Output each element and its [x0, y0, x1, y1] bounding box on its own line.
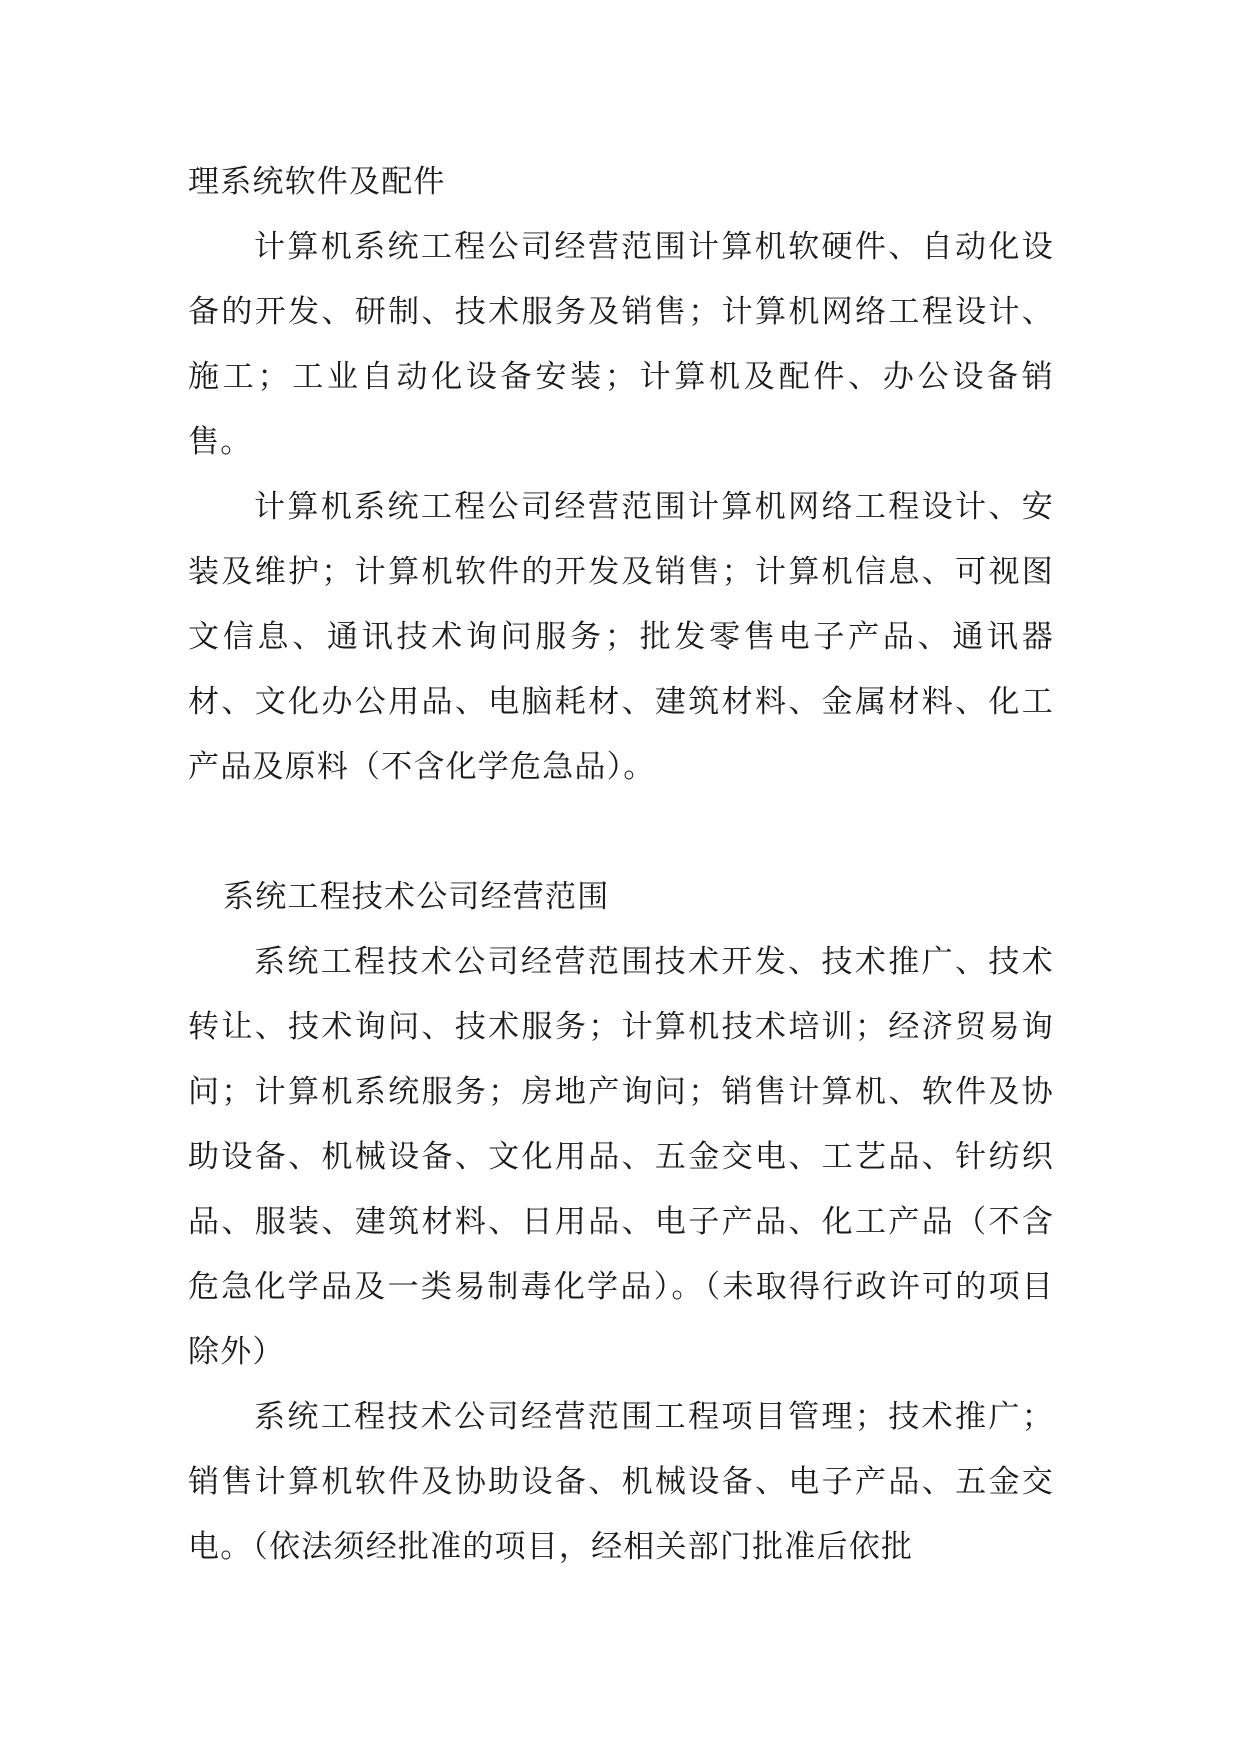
paragraph-computer-systems-scope-1: 计算机系统工程公司经营范围计算机软硬件、自动化设备的开发、研制、技术服务及销售；计算机网络工程设计、施工；工业自动化设备安装；计算机及配件、办公设备销售。 [188, 229, 1054, 460]
paragraph-tech-company-scope-2: 系统工程技术公司经营范围工程项目管理；技术推广；销售计算机软件及协助设备、机械设备、电子产品、五金交电。（依法须经批准的项目，经相关部门批准后依批 [188, 1399, 1054, 1565]
paragraph-computer-systems-scope-2: 计算机系统工程公司经营范围计算机网络工程设计、安装及维护；计算机软件的开发及销售；计算机信息、可视图文信息、通讯技术询问服务；批发零售电子产品、通讯器材、文化办公用品、电脑耗材、建筑材料、金属材料、化工产品及原料（不含化学危急品）。 [188, 489, 1054, 785]
continued-fragment: 理系统软件及配件 [188, 164, 446, 200]
paragraph-tech-company-scope-1: 系统工程技术公司经营范围技术开发、技术推广、技术转让、技术询问、技术服务；计算机技术培训；经济贸易询问；计算机系统服务；房地产询问；销售计算机、软件及协助设备、机械设备、文化用品、五金交电、工艺品、针纺织品、服装、建筑材料、日用品、电子产品、化工产品（不含危急化学品及一类易制毒化学品）。（未取得行政许可的项目除外） [188, 944, 1054, 1370]
section-heading: 系统工程技术公司经营范围 [223, 879, 610, 915]
